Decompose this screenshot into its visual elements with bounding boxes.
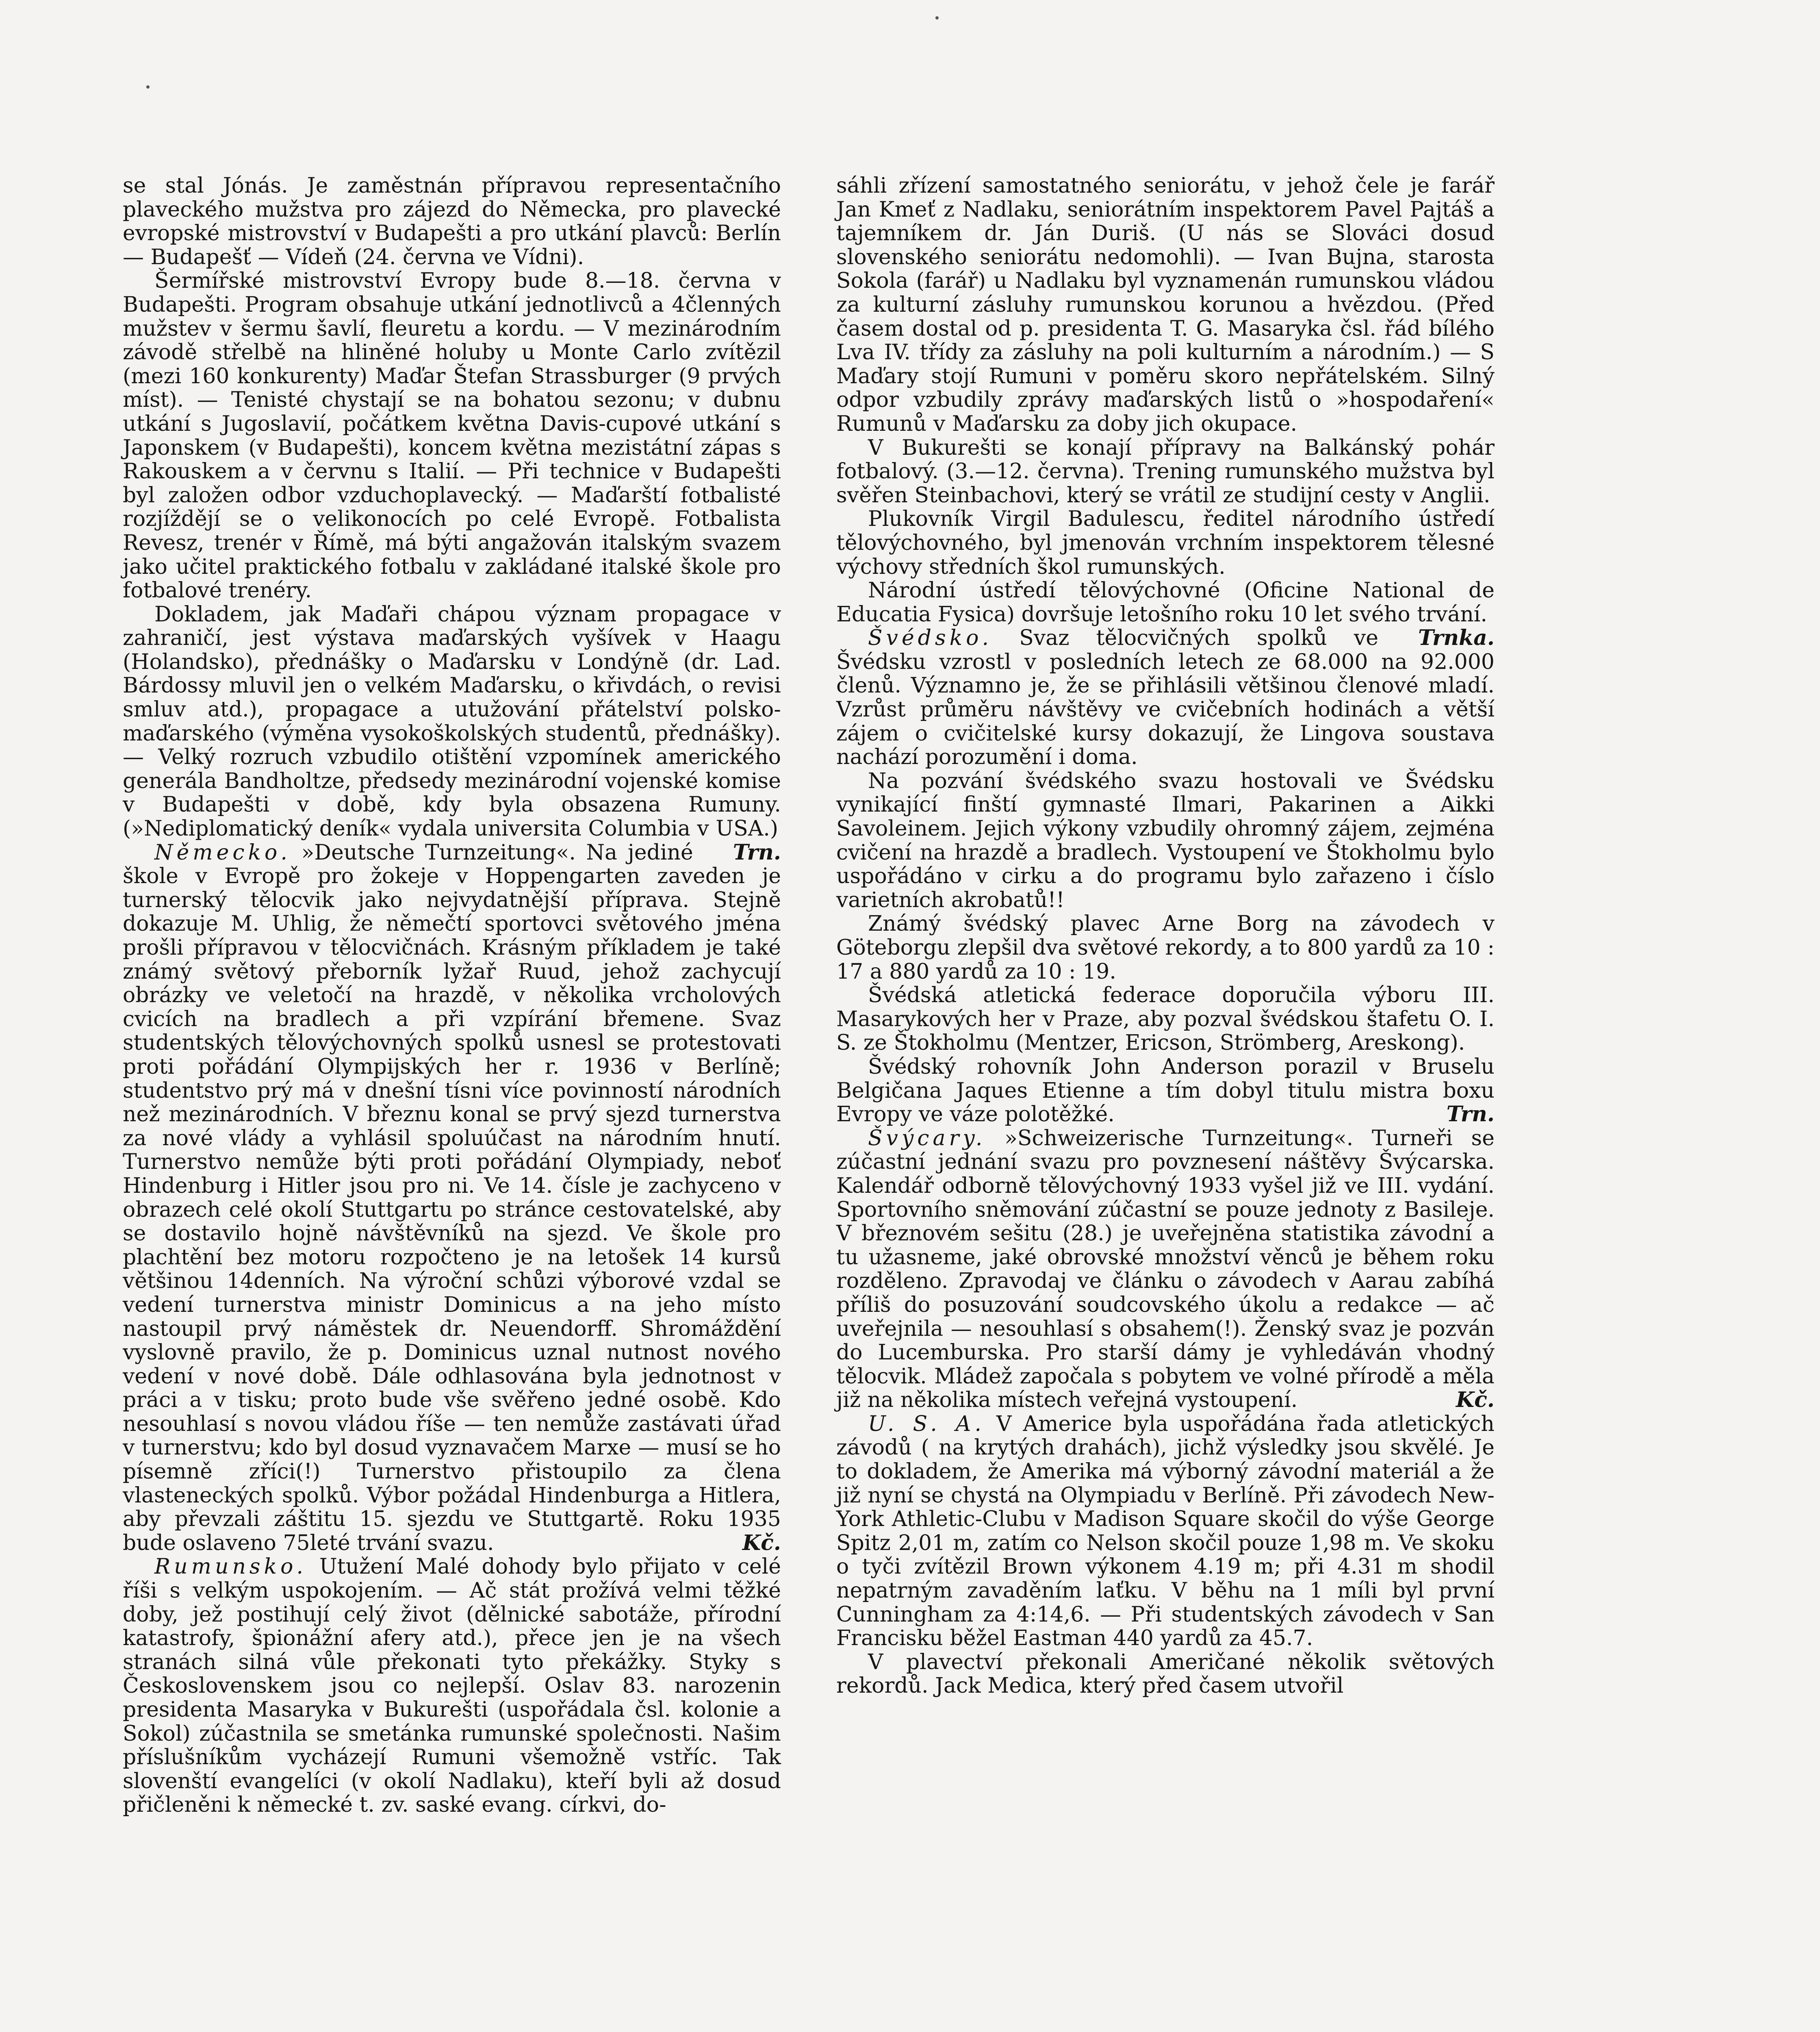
section-country-heading: U. S. A.	[868, 1411, 985, 1436]
paragraph-text: Známý švédský plavec Arne Borg na závodech v Göteborgu zlepšil dva světové rekordy, a to 800 yardů za 10 : 17 a 880 yardů za 10 : 19.	[836, 912, 1495, 984]
section-country-heading: Německo.	[154, 840, 291, 865]
scan-speck	[935, 16, 939, 20]
section-country-heading: Švédsko.	[868, 626, 993, 651]
author-signature: Kč.	[1456, 1387, 1495, 1413]
paragraph	[836, 983, 1495, 1055]
paragraph	[836, 507, 1495, 579]
paragraph-text: Národní ústředí tělovýchovné (Oficine National de Educatia Fysica) dovršuje letošního roku 10 let svého trvání.	[836, 578, 1495, 627]
paragraph	[836, 1127, 1495, 1412]
author-signature: Trn.	[733, 840, 781, 865]
paragraph-text: sáhli zřízení samostatného seniorátu, v jehož čele je farář Jan Kmeť z Nadlaku, seniorátním inspektorem Pavel Pajtáš a tajemníkem dr. Ján Duriš. (U nás se Slováci dosud slovenského seniorátu nedomohli). — Ivan Bujna, starosta Sokola (farář) u Nadlaku byl vyznamenán rumunskou vládou za kulturní zásluhy rumunskou korunou a hvězdou. (Před časem dostal od p. presidenta T. G. Masaryka čsl. řád bílého Lva IV. třídy za zásluhy na poli kulturním a národním.) — S Maďary stojí Rumuni v poměru skoro nepřátelském. Silný odpor vzbudily zprávy maďarských listů o »hospodaření« Rumunů v Maďarsku za doby jich okupace.	[836, 174, 1495, 436]
paragraph-text: Švédská atletická federace doporučila výboru III. Masarykových her v Praze, aby pozval švédskou štafetu O. I. S. ze Štokholmu (Mentzer, Ericson, Strömberg, Areskong).	[836, 983, 1495, 1055]
paragraph-text: »Schweizerische Turnzeitung«. Turneři se zúčastní jednání svazu pro povznesení náštěvy Švýcarska. Kalendář odborně tělovýchovný 1933 vyšel již ve III. vydání. Sportovního sněmování zúčastní se pouze jednoty z Basileje. V březnovém sešitu (28.) je uveřejněna statistika závodní a tu užasneme, jaké obrovské množství věnců je během roku rozděleno. Zpravodaj ve článku o závodech v Aarau zabíhá příliš do posuzování soudcovského úkolu a redakce — ač uveřejnila — nesouhlasí s obsahem(!). Ženský svaz je pozván do Lucemburska. Pro starší dámy je vyhledáván vhodný tělocvik. Mládež započala s pobytem ve volné přírodě a měla již na několika místech veřejná vystoupení.	[836, 1126, 1495, 1413]
paragraph-text: V Americe byla uspořádána řada atletických závodů ( na krytých drahách), jichž výsledky jsou skvělé. Je to dokladem, že Amerika má výborný závodní materiál a že již nyní se chystá na Olympiadu v Berlíně. Při závodech New-York Athletic-Clubu v Madison Square skočil do výše George Spitz 2,01 m, zatím co Nelson skočil pouze 1,98 m. Ve skoku o tyči zvítězil Brown výkonem 4.19 m; při 4.31 m shodil nepatrným zavaděním laťku. V běhu na 1 míli byl první Cunningham za 4:14,6. — Při studentských závodech v San Francisku běžel Eastman 440 yardů za 45.7.	[836, 1411, 1495, 1651]
paragraph-text: Utužení Malé dohody bylo přijato v celé říši s velkým uspokojením. — Ač stát prožívá velmi těžké doby, jež postihují celý život (dělnické sabotáže, přírodní katastrofy, špionážní afery atd.), přece jen je na všech stranách silná vůle překonati tyto překážky. Styky s Československem jsou co nejlepší. Oslav 83. narozenin presidenta Masaryka v Bukurešti (uspořádala čsl. kolonie a Sokol) zúčastnila se smetánka rumunské společnosti. Našim příslušníkům vycházejí Rumuni všemožně vstříc. Tak slovenští evangelíci (v okolí Nadlaku), kteří byli až dosud přičleněni k německé t. zv. saské evang. církvi, do-	[123, 1554, 781, 1817]
paragraph-text: Švédský rohovník John Anderson porazil v Bruselu Belgičana Jaques Etienne a tím dobyl titulu mistra boxu Evropy ve váze polotěžké.	[836, 1054, 1495, 1127]
paragraph	[836, 1650, 1495, 1698]
paragraph	[836, 174, 1495, 436]
paragraph	[836, 436, 1495, 508]
section-country-heading: Švýcary.	[868, 1126, 986, 1151]
paragraph	[836, 1412, 1495, 1650]
paragraph	[123, 269, 781, 602]
paragraph	[123, 1555, 781, 1817]
paragraph-text: se stal Jónás. Je zaměstnán přípravou representačního plaveckého mužstva pro zájezd do Německa, pro plavecké evropské mistrovství v Budapešti a pro utkání plavců: Berlín — Budapešť — Vídeň (24. června ve Vídni).	[123, 174, 781, 269]
section-country-heading: Rumunsko.	[154, 1554, 307, 1579]
author-signature: Trnka.	[1418, 625, 1495, 651]
paragraph	[836, 912, 1495, 983]
paragraph-text: Svaz tělocvičných spolků ve Švédsku vzrostl v posledních letech ze 68.000 na 92.000 členů. Významno je, že se přihlásili většinou členové mladí. Vzrůst průměru návštěvy ve cvičebních hodinách a větší zájem o cvičitelské kursy dokazují, že Lingova soustava nachází porozumění i doma.	[836, 626, 1495, 770]
paragraph-text: Plukovník Virgil Badulescu, ředitel národního ústředí tělovýchovného, byl jmenován vrchním inspektorem tělesné výchovy středních škol rumunských.	[836, 507, 1495, 579]
paragraph	[836, 1055, 1495, 1127]
paragraph	[123, 841, 781, 1555]
paragraph	[836, 769, 1495, 912]
paragraph-text: »Deutsche Turnzeitung«. Na jediné škole v Evropě pro žokeje v Hoppengarten zaveden je turnerský tělocvik jako nejvydatnější příprava. Stejně dokazuje M. Uhlig, že němečtí sportovci světového jména prošli přípravou v tělocvičnách. Krásným příkladem je také známý světový přeborník lyžař Ruud, jehož zachycují obrázky ve veletočí na hrazdě, v několika vrcholových cvicích na bradlech a při vzpírání břemene. Svaz studentských tělovýchovných spolků usnesl se protestovati proti pořádání Olympijských her r. 1936 v Berlíně; studentstvo prý má v dnešní tísni více povinností národních než mezinárodních. V březnu konal se prvý sjezd turnerstva za nové vlády a vyhlásil spoluúčast na národním hnutí. Turnerstvo nemůže býti proti pořádání Olympiady, neboť Hindenburg i Hitler jsou pro ni. Ve 14. čísle je zachyceno v obrazech celé okolí Stuttgartu po stránce cestovatelské, aby se dostavilo hojně návštěvníků na sjezd. Ve škole pro plachtění bez motoru rozpočteno je na letošek 14 kursů většinou 14denních. Na výroční schůzi výborové vzdal se vedení turnerstva ministr Dominicus a na jeho místo nastoupil prvý náměstek dr. Neuendorff. Shromáždění vyslovně pravilo, že p. Dominicus uznal nutnost nového vedení v nové době. Dále odhlasována byla jednotnost v práci a v tisku; proto bude vše svěřeno jedné osobě. Kdo nesouhlasí s novou vládou říše — ten nemůže zastávati úřad v turnerstvu; kdo byl dosud vyznavačem Marxe — musí se ho písemně zříci(!) Turnerstvo přistoupilo za člena vlasteneckých spolků. Výbor požádal Hindenburga a Hitlera, aby převzali záštitu 15. sjezdu ve Stuttgartě. Roku 1935 bude oslaveno 75leté trvání svazu.	[123, 840, 781, 1555]
paragraph-text: Šermířské mistrovství Evropy bude 8.—18. června v Budapešti. Program obsahuje utkání jednotlivců a 4členných mužstev v šermu šavlí, fleuretu a kordu. — V mezinárodním závodě střelbě na hliněné holuby u Monte Carlo zvítězil (mezi 160 konkurenty) Maďar Štefan Strassburger (9 prvých míst). — Tenisté chystají se na bohatou sezonu; v dubnu utkání s Jugoslavií, počátkem května Davis-cupové utkání s Japonskem (v Budapešti), koncem května mezistátní zápas s Rakouskem a v červnu s Italií. — Při technice v Budapešti byl založen odbor vzduchoplavecký. — Maďarští fotbalisté rozjíždějí se o velikonocích po celé Evropě. Fotbalista Revesz, trenér v Římě, má býti angažován italským svazem jako učitel praktického fotbalu v zakládané italské škole pro fotbalové trenéry.	[123, 269, 781, 603]
left-column	[123, 174, 781, 1817]
paragraph-text: Na pozvání švédského svazu hostovali ve Švédsku vynikající finští gymnasté Ilmari, Pakarinen a Aikki Savoleinem. Jejich výkony vzbudily ohromný zájem, zejména cvičení na hrazdě a bradlech. Vystoupení ve Štokholmu bylo uspořádáno v cirku a do programu bylo zařazeno i číslo varietních akrobatů!!	[836, 769, 1495, 912]
paragraph-text: V plavectví překonali Američané několik světových rekordů. Jack Medica, který před časem utvořil	[836, 1650, 1495, 1698]
author-signature: Kč.	[742, 1530, 781, 1555]
author-signature: Trn.	[1446, 1102, 1495, 1127]
paragraph-text: Dokladem, jak Maďaři chápou význam propagace v zahraničí, jest výstava maďarských vyšívek v Haagu (Holandsko), přednášky o Maďarsku v Londýně (dr. Lad. Bárdossy mluvil jen o velkém Maďarsku, o křivdách, o revisi smluv atd.), propagace a utužování přátelství polsko-maďarského (výměna vysokoškolských studentů, přednášky). — Velký rozruch vzbudilo otištění vzpomínek amerického generála Bandholtze, předsedy mezinárodní vojenské komise v Budapešti v době, kdy byla obsazena Rumuny. (»Nediplomatický deník« vydala universita Columbia v USA.)	[123, 602, 781, 841]
right-column	[836, 174, 1495, 1698]
paragraph-text: V Bukurešti se konají přípravy na Balkánský pohár fotbalový. (3.—12. června). Trening rumunského mužstva byl svěřen Steinbachovi, který se vrátil ze studijní cesty v Anglii.	[836, 435, 1495, 508]
scan-speck	[146, 85, 150, 89]
paragraph	[123, 174, 781, 269]
